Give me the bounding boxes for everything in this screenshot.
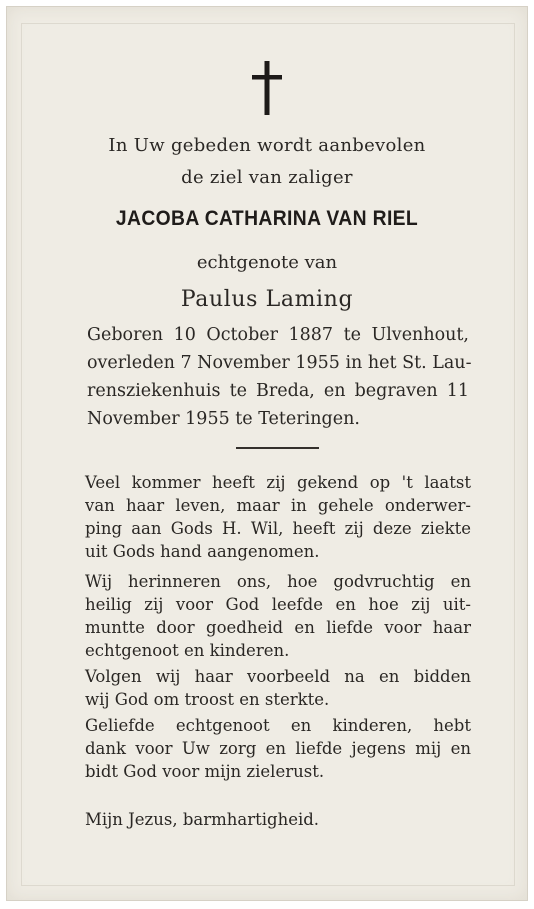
invocation-line-2: de ziel van zaliger <box>181 167 353 188</box>
section-divider <box>236 447 319 449</box>
paragraph-line: van haar leven, maar in gehele onderwer- <box>85 496 471 515</box>
biography-line: overleden 7 November 1955 in het St. Lau- <box>87 353 472 373</box>
paragraph-example <box>85 665 471 711</box>
biography-paragraph <box>87 321 472 433</box>
paragraph-line: Veel kommer heeft zij gekend op 't laatst <box>85 473 471 492</box>
paragraph-line: Volgen wij haar voorbeeld na en bidden <box>85 667 471 686</box>
memorial-card <box>6 6 528 901</box>
paragraph-line: wij God om troost en sterkte. <box>85 690 330 709</box>
paragraph-remembrance <box>85 570 471 662</box>
invocation-line-1: In Uw gebeden wordt aanbevolen <box>108 135 426 156</box>
spouse-name: Paulus Laming <box>180 287 354 312</box>
paragraph-line: muntte door goedheid en liefde voor haar <box>85 618 471 637</box>
paragraph-farewell <box>85 714 471 783</box>
closing-prayer: Mijn Jezus, barmhartigheid. <box>85 810 320 829</box>
spouse-intro: echtgenote van <box>196 252 338 273</box>
paragraph-line: Geliefde echtgenoot en kinderen, hebt <box>85 716 471 735</box>
paragraph-line: uit Gods hand aangenomen. <box>85 542 320 561</box>
paragraph-line: echtgenoot en kinderen. <box>85 641 290 660</box>
paragraph-line: ping aan Gods H. Wil, heeft zij deze ziekte <box>85 519 471 538</box>
biography-line: Geboren 10 October 1887 te Ulvenhout, <box>87 325 469 345</box>
paragraph-line: Wij herinneren ons, hoe godvruchtig en <box>85 572 471 591</box>
paragraph-line: dank voor Uw zorg en liefde jegens mij en <box>85 739 471 758</box>
biography-line: November 1955 te Teteringen. <box>87 409 360 429</box>
biography-line: rensziekenhuis te Breda, en begraven 11 <box>87 381 469 401</box>
latin-cross-icon <box>7 59 527 117</box>
paragraph-line: bidt God voor mijn zielerust. <box>85 762 325 781</box>
paragraph-line: heilig zij voor God leefde en hoe zij uit- <box>85 595 471 614</box>
deceased-name: JACOBA CATHARINA VAN RIEL <box>115 207 419 230</box>
paragraph-suffering <box>85 471 471 563</box>
